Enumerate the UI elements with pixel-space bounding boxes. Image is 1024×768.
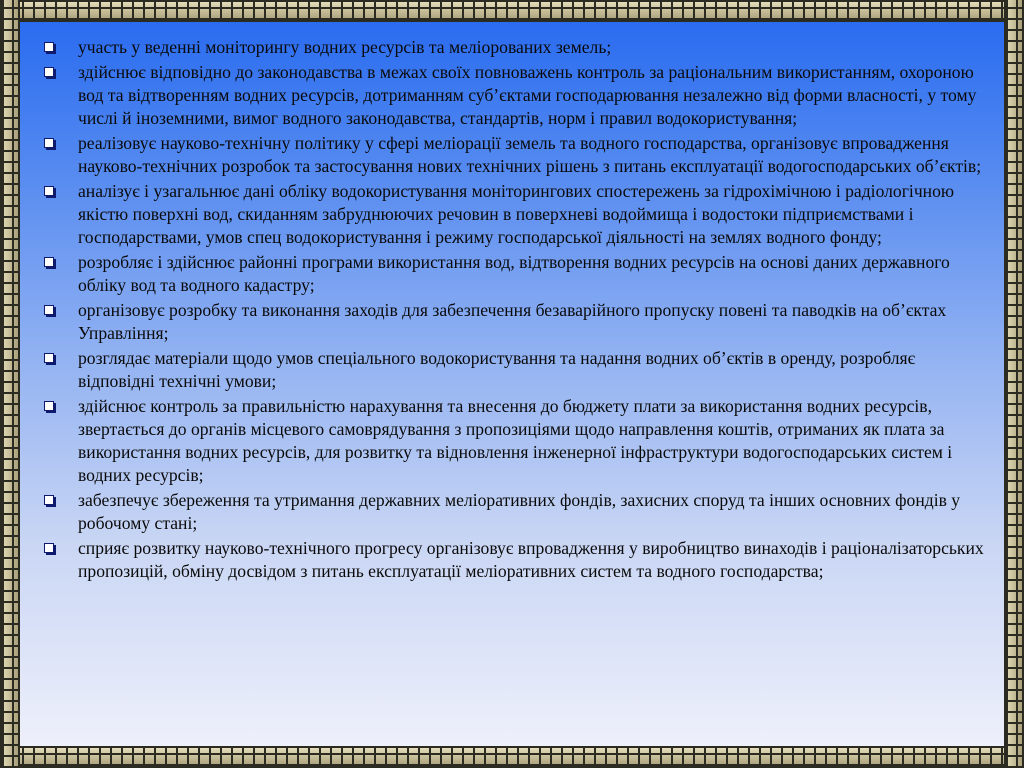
- bullet-item: [38, 61, 986, 130]
- bullet-item: [38, 537, 986, 583]
- square-bullet-icon: [44, 138, 54, 148]
- bullet-item: [38, 395, 986, 487]
- square-bullet-icon: [44, 353, 54, 363]
- bullet-text: здійснює контроль за правильністю нарахування та внесення до бюджету плати за використання водних ресурсів, звертається до органів місцевого самоврядування з пропозиціями щодо направлення коштів, отриманих як плата за використання водних ресурсів, для розвитку та відновлення інженерної інфраструктури водогосподарських систем і водних ресурсів;: [78, 396, 953, 485]
- bullet-text: забезпечує збереження та утримання державних меліоративних фондів, захисних споруд та інших основних фондів у робочому стані;: [78, 490, 961, 533]
- decorative-border-left: [0, 0, 20, 768]
- bullet-item: [38, 251, 986, 297]
- bullet-text: здійснює відповідно до законодавства в межах своїх повноважень контроль за раціональним використанням, охороною вод та відтворенням водних ресурсів, дотриманням суб’єктами господарювання незалежно від форми власності, у тому числі й іноземними, вимог водного законодавства, стандартів, норм і правил водокористування;: [78, 62, 977, 128]
- bullet-text: розробляє і здійснює районні програми використання вод, відтворення водних ресурсів на основі даних державного обліку вод та водного кадастру;: [78, 252, 950, 295]
- square-bullet-icon: [44, 401, 54, 411]
- square-bullet-icon: [44, 42, 54, 52]
- bullet-text: реалізовує науково-технічну політику у сфері меліорації земель та водного господарства, організовує впровадження науково-технічних розробок та застосування нових технічних рішень з питань експлуатації водогосподарських об’єктів;: [78, 133, 982, 176]
- square-bullet-icon: [44, 67, 54, 77]
- bullet-item: [38, 132, 986, 178]
- bullet-item: [38, 180, 986, 249]
- square-bullet-icon: [44, 257, 54, 267]
- square-bullet-icon: [44, 186, 54, 196]
- bullet-item: [38, 489, 986, 535]
- bullet-list: [38, 36, 986, 583]
- bullet-text: розглядає матеріали щодо умов спеціального водокористування та надання водних об’єктів в оренду, розробляє відповідні технічні умови;: [78, 348, 916, 391]
- bullet-text: організовує розробку та виконання заходів для забезпечення безаварійного пропуску повені та паводків на об’єктах Управління;: [78, 300, 947, 343]
- bullet-text: участь у веденні моніторингу водних ресурсів та меліорованих земель;: [78, 37, 612, 57]
- bullet-text: аналізує і узагальнює дані обліку водокористування моніторингових спостережень за гідрохімічною і радіологічною якістю поверхні вод, скиданням забруднюючих речовин в поверхневі водоймища і водостоки підприємствами і господарствами, умов спец водокористування і режиму господарської діяльності на землях водного фонду;: [78, 181, 955, 247]
- decorative-border-top: [0, 0, 1024, 22]
- bullet-item: [38, 347, 986, 393]
- decorative-border-bottom: [0, 746, 1024, 768]
- bullet-item: [38, 299, 986, 345]
- decorative-border-right: [1004, 0, 1024, 768]
- square-bullet-icon: [44, 305, 54, 315]
- square-bullet-icon: [44, 495, 54, 505]
- square-bullet-icon: [44, 543, 54, 553]
- content-panel: [20, 22, 1004, 746]
- bullet-text: сприяє розвитку науково-технічного прогресу організовує впровадження у виробництво винаходів і раціоналізаторських пропозицій, обміну досвідом з питань експлуатації меліоративних систем та водного господарства;: [78, 538, 984, 581]
- bullet-item: [38, 36, 986, 59]
